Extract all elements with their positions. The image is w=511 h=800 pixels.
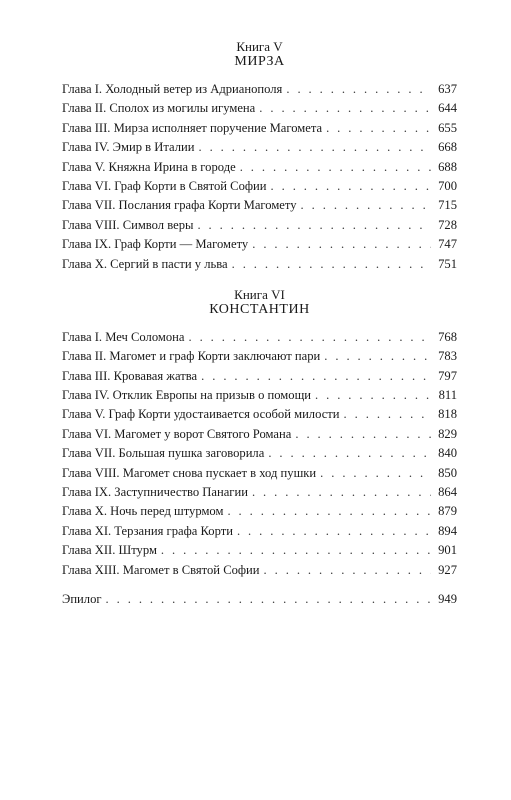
toc-entry	[62, 177, 457, 196]
page-number: 747	[438, 237, 457, 252]
chapter-title: Глава II. Сполох из могилы игумена	[62, 101, 256, 116]
page-number: 879	[438, 504, 457, 519]
toc-entry	[62, 386, 457, 405]
book-title: КОНСТАНТИН	[209, 301, 310, 317]
chapter-title: Глава I. Холодный ветер из Адрианополя	[62, 82, 283, 96]
dot-leader	[227, 502, 431, 521]
toc-entry	[62, 502, 457, 521]
dot-leader	[344, 405, 431, 424]
dot-leader	[240, 158, 431, 177]
chapter-title: Глава XIII. Магомет в Святой Софии	[62, 562, 260, 577]
page-number: 811	[438, 388, 457, 403]
chapter-title: Глава II. Магомет и граф Корти заключают пари	[62, 349, 321, 364]
chapter-title: Глава III. Кровавая жатва	[62, 368, 198, 383]
toc-entry	[62, 347, 457, 366]
page-number: 818	[438, 407, 457, 422]
chapter-title: Глава III. Мирза исполняет поручение Магомета	[62, 120, 323, 135]
toc-entry	[62, 119, 457, 138]
dot-leader	[188, 328, 431, 347]
page-number: 751	[438, 256, 457, 271]
dot-leader	[326, 119, 431, 138]
toc-entry	[62, 216, 457, 235]
chapter-title: Глава IV. Отклик Европы на призыв о помощи	[62, 388, 312, 403]
chapter-title: Глава IX. Граф Корти — Магомету	[62, 237, 249, 252]
dot-leader	[324, 347, 431, 366]
page-number: 655	[438, 120, 457, 135]
page-number: 840	[438, 446, 457, 461]
page-number: 768	[438, 329, 457, 344]
dot-leader	[237, 522, 431, 541]
book-number: Книга VI	[234, 286, 285, 302]
toc-entry	[62, 235, 457, 254]
dot-leader	[264, 561, 431, 580]
chapter-title: Глава X. Сергий в пасти у льва	[62, 256, 228, 271]
chapter-title: Глава VIII. Символ веры	[62, 217, 194, 232]
toc-entry	[62, 158, 457, 177]
toc-entry	[62, 464, 457, 483]
toc-entry	[62, 425, 457, 444]
toc-entry	[62, 444, 457, 463]
toc-entry	[62, 80, 457, 99]
table-of-contents	[62, 40, 457, 609]
dot-leader	[268, 444, 431, 463]
toc-entry	[62, 541, 457, 560]
chapter-title: Глава V. Княжна Ирина в городе	[62, 159, 236, 174]
chapter-title: Глава IX. Заступничество Панагии	[62, 485, 248, 500]
toc-entry	[62, 483, 457, 502]
dot-leader	[252, 483, 431, 502]
toc-entry	[62, 561, 457, 580]
toc-entry	[62, 405, 457, 424]
chapter-title: Глава VI. Магомет у ворот Святого Романа	[62, 426, 292, 441]
dot-leader	[259, 99, 431, 118]
book-section	[62, 40, 457, 274]
chapter-title: Глава VI. Граф Корти в Святой Софии	[62, 178, 267, 193]
chapter-title: Глава XII. Штурм	[62, 543, 157, 558]
chapter-title: Глава VIII. Магомет снова пускает в ход пушки	[62, 465, 317, 480]
page-number: 644	[438, 101, 457, 116]
chapter-title: Глава V. Граф Корти удостаивается особой милости	[62, 407, 340, 422]
chapter-title: Глава XI. Терзания графа Корти	[62, 523, 233, 538]
dot-leader	[201, 367, 431, 386]
dot-leader	[315, 386, 431, 405]
toc-entry	[62, 255, 457, 274]
dot-leader	[197, 216, 431, 235]
dot-leader	[271, 177, 431, 196]
page-number: 688	[438, 159, 457, 174]
page-number: 894	[438, 523, 457, 538]
page-number: 864	[438, 485, 457, 500]
toc-entry	[62, 138, 457, 157]
dot-leader	[286, 80, 431, 99]
page-number: 850	[438, 465, 457, 480]
chapter-title: Глава IV. Эмир в Италии	[62, 140, 195, 155]
toc-entry	[62, 328, 457, 347]
page-number: 949	[438, 591, 457, 606]
book-section	[62, 288, 457, 580]
dot-leader	[301, 196, 431, 215]
toc-entry	[62, 522, 457, 541]
page-number: 797	[438, 368, 457, 383]
page-number: 668	[438, 140, 457, 155]
chapter-title: Глава I. Меч Соломона	[62, 329, 185, 344]
epilog-entry	[62, 590, 457, 609]
chapter-title: Глава VII. Большая пушка заговорила	[62, 446, 265, 461]
page-number: 728	[438, 217, 457, 232]
dot-leader	[320, 464, 431, 483]
dot-leader	[106, 590, 431, 609]
section-gap	[62, 274, 457, 288]
dot-leader	[295, 425, 431, 444]
page-number: 829	[438, 426, 457, 441]
toc-entry	[62, 99, 457, 118]
dot-leader	[232, 255, 431, 274]
toc-entry	[62, 367, 457, 386]
page-number: 901	[438, 543, 457, 558]
page-number: 637	[438, 82, 457, 96]
book-number: Книга V	[236, 39, 283, 54]
page-number: 927	[438, 562, 457, 577]
epilog-title: Эпилог	[62, 591, 102, 606]
dot-leader	[198, 138, 431, 157]
toc-entry	[62, 196, 457, 215]
dot-leader	[161, 541, 431, 560]
page-number: 715	[438, 198, 457, 213]
dot-leader	[252, 235, 431, 254]
section-gap	[62, 580, 457, 590]
chapter-title: Глава X. Ночь перед штурмом	[62, 504, 224, 519]
page-number: 783	[438, 349, 457, 364]
book-title: МИРЗА	[234, 54, 285, 69]
page-number: 700	[438, 178, 457, 193]
chapter-title: Глава VII. Послания графа Корти Магомету	[62, 198, 297, 213]
